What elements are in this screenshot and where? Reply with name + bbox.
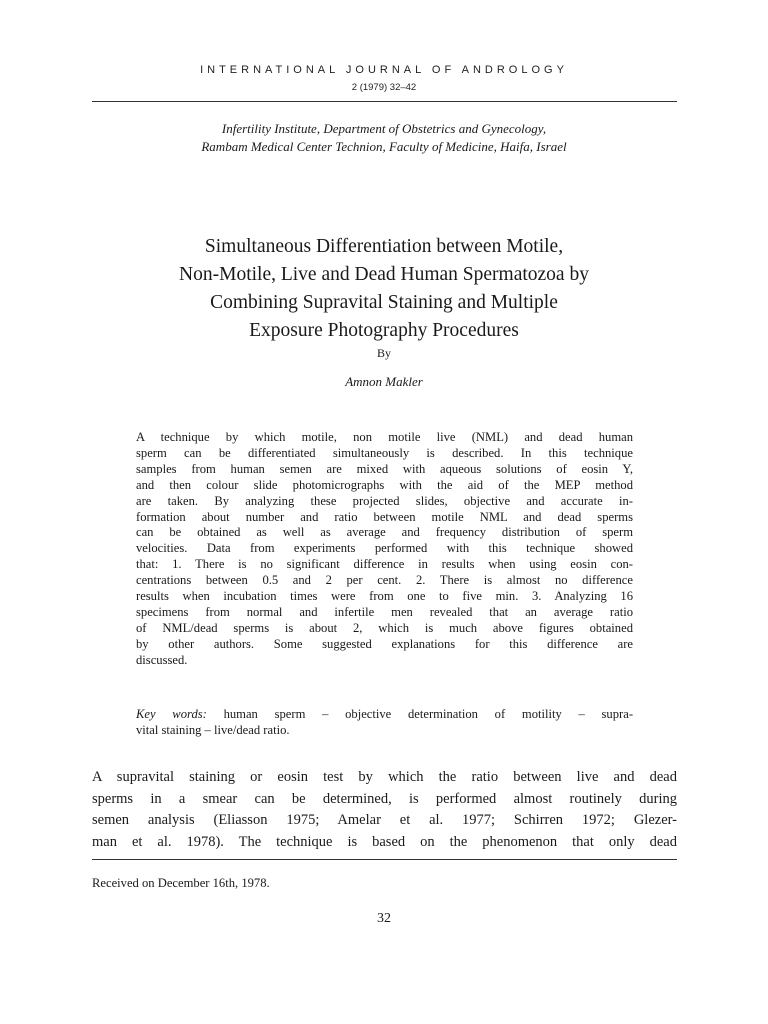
keywords-label: Key words: <box>136 707 207 721</box>
body-paragraph <box>92 767 677 853</box>
abstract-line: are taken. By analyzing these projected slides, objective and accurate in- <box>136 493 633 508</box>
abstract-line: A technique by which motile, non motile live (NML) and dead human <box>136 430 633 444</box>
page-number: 32 <box>377 911 391 926</box>
abstract-line: samples from human semen are mixed with aqueous solutions of eosin Y, <box>136 461 633 476</box>
by-label: By <box>376 346 391 360</box>
abstract-line: specimens from normal and infertile men revealed that an average ratio <box>136 604 633 619</box>
body-line: sperms in a smear can be determined, is performed almost routinely during <box>92 790 677 807</box>
abstract-line: of NML/dead sperms is about 2, which is much above figures obtained <box>136 620 633 635</box>
title-line: Exposure Photography Procedures <box>249 320 519 341</box>
title-line: Non-Motile, Live and Dead Human Spermatozoa by <box>179 264 589 285</box>
abstract-line: can be obtained as well as average and frequency distribution of sperm <box>136 525 633 540</box>
keywords-line <box>136 706 633 722</box>
affiliation <box>0 120 768 156</box>
body-line: semen analysis (Eliasson 1975; Amelar et al. 1977; Schirren 1972; Glezer- <box>92 812 677 829</box>
abstract-line: by other authors. Some suggested explanations for this difference are <box>136 636 633 651</box>
title-line: Simultaneous Differentiation between Motile, <box>204 236 564 257</box>
keywords-line: vital staining – live/dead ratio. <box>136 723 290 737</box>
abstract-line: that: 1. There is no significant difference in results when using eosin con- <box>136 557 633 572</box>
footnote-rule <box>92 859 677 860</box>
title-line: Combining Supravital Staining and Multiple <box>210 292 558 313</box>
received-date: Received on December 16th, 1978. <box>92 876 270 890</box>
issue-info: 2 (1979) 32–42 <box>351 82 417 93</box>
abstract-line: formation about number and ratio between motile NML and dead sperms <box>136 509 633 524</box>
affiliation-line: Infertility Institute, Department of Obstetrics and Gynecology, <box>221 121 547 136</box>
keywords <box>136 706 633 738</box>
journal-name: INTERNATIONAL JOURNAL OF ANDROLOGY <box>200 64 568 76</box>
article-title <box>0 233 768 345</box>
body-line: A supravital staining or eosin test by which the ratio between live and dead <box>92 769 677 785</box>
body-line: man et al. 1978). The technique is based on the phenomenon that only dead <box>92 833 677 850</box>
header-rule <box>92 101 677 102</box>
abstract-line: velocities. Data from experiments performed with this technique showed <box>136 541 633 556</box>
abstract <box>136 430 633 669</box>
abstract-line: sperm can be differentiated simultaneously is described. In this technique <box>136 445 633 460</box>
abstract-line: discussed. <box>136 652 188 667</box>
abstract-line: results when incubation times were from one to five min. 3. Analyzing 16 <box>136 589 633 604</box>
author-name: Amnon Makler <box>345 374 423 389</box>
keywords-text: human sperm – objective determination of motility – supra- <box>223 707 634 721</box>
abstract-line: and then colour slide photomicrographs with the aid of the MEP method <box>136 477 633 492</box>
abstract-line: centrations between 0.5 and 2 per cent. 2. There is almost no difference <box>136 573 633 588</box>
affiliation-line: Rambam Medical Center Technion, Faculty of Medicine, Haifa, Israel <box>201 139 567 154</box>
